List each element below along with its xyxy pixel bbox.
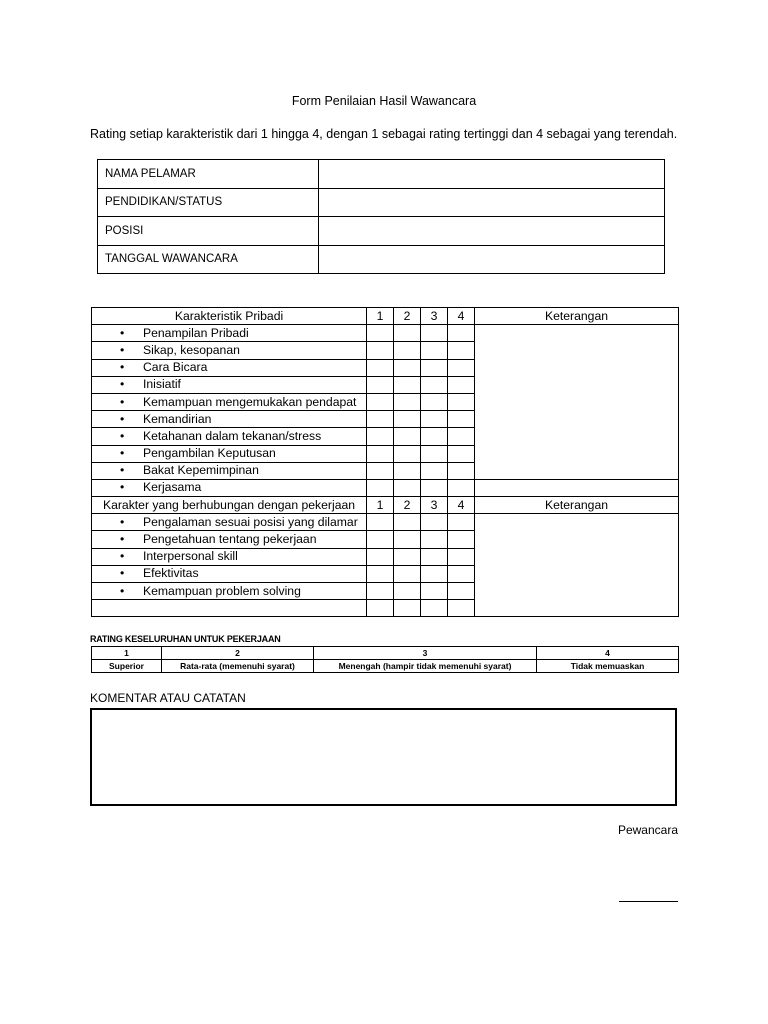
score-cell[interactable] — [448, 325, 475, 342]
score-cell[interactable] — [448, 393, 475, 410]
score-cell[interactable] — [394, 342, 421, 359]
score-cell[interactable] — [394, 479, 421, 496]
score-cell[interactable] — [421, 359, 448, 376]
rating-label: Rata-rata (memenuhi syarat) — [162, 660, 314, 673]
overall-rating-table — [91, 646, 679, 673]
characteristic-item: • Kemampuan mengemukakan pendapat — [92, 393, 367, 410]
section-heading: Karakteristik Pribadi — [92, 308, 367, 325]
score-cell[interactable] — [394, 565, 421, 582]
applicant-field-value[interactable] — [319, 188, 665, 217]
score-cell[interactable] — [367, 514, 394, 531]
score-cell[interactable] — [367, 445, 394, 462]
characteristic-item: • Pengambilan Keputusan — [92, 445, 367, 462]
score-cell[interactable] — [394, 428, 421, 445]
score-cell[interactable] — [367, 376, 394, 393]
rating-instruction: Rating setiap karakteristik dari 1 hingga 4, dengan 1 sebagai rating tertinggi dan 4 sebagai yang terendah. — [90, 127, 678, 141]
score-cell[interactable] — [394, 583, 421, 600]
notes-heading: Keterangan — [475, 497, 679, 514]
characteristic-item: • Efektivitas — [92, 565, 367, 582]
score-header: 1 — [367, 308, 394, 325]
score-cell[interactable] — [421, 393, 448, 410]
characteristic-item: • Ketahanan dalam tekanan/stress — [92, 428, 367, 445]
characteristic-item: • Kerjasama — [92, 479, 367, 496]
score-cell[interactable] — [448, 376, 475, 393]
overall-rating-heading: RATING KESELURUHAN UNTUK PEKERJAAN — [90, 634, 281, 644]
characteristic-item: • Kemandirian — [92, 411, 367, 428]
score-cell[interactable] — [421, 583, 448, 600]
score-cell[interactable] — [421, 428, 448, 445]
signature-line — [619, 901, 678, 902]
score-cell[interactable] — [394, 411, 421, 428]
applicant-field-value[interactable] — [319, 217, 665, 246]
score-header: 2 — [394, 308, 421, 325]
score-cell[interactable] — [448, 479, 475, 496]
table-row — [92, 479, 679, 496]
score-cell[interactable] — [448, 359, 475, 376]
score-cell[interactable] — [421, 325, 448, 342]
score-cell[interactable] — [421, 600, 448, 617]
score-header: 3 — [421, 308, 448, 325]
section-header-row — [92, 497, 679, 514]
empty-item-cell — [92, 600, 367, 617]
rating-number: 3 — [314, 647, 537, 660]
table-row — [92, 325, 679, 342]
score-cell[interactable] — [448, 600, 475, 617]
notes-cell[interactable] — [475, 479, 679, 496]
score-cell[interactable] — [394, 462, 421, 479]
characteristic-item: • Bakat Kepemimpinan — [92, 462, 367, 479]
table-row — [92, 514, 679, 531]
rating-number: 1 — [92, 647, 162, 660]
score-cell[interactable] — [394, 393, 421, 410]
rating-label: Superior — [92, 660, 162, 673]
document-title: Form Penilaian Hasil Wawancara — [291, 94, 477, 108]
score-header: 4 — [448, 308, 475, 325]
score-cell[interactable] — [367, 548, 394, 565]
characteristic-item: • Pengalaman sesuai posisi yang dilamar — [92, 514, 367, 531]
score-cell[interactable] — [421, 342, 448, 359]
rating-label: Tidak memuaskan — [537, 660, 679, 673]
rating-number-row — [92, 647, 679, 660]
characteristic-item: • Inisiatif — [92, 376, 367, 393]
applicant-field-label: POSISI — [98, 217, 319, 246]
score-cell[interactable] — [448, 462, 475, 479]
applicant-row — [98, 160, 665, 189]
score-cell[interactable] — [421, 411, 448, 428]
characteristic-item: • Cara Bicara — [92, 359, 367, 376]
score-cell[interactable] — [421, 445, 448, 462]
score-cell[interactable] — [367, 565, 394, 582]
section-heading: Karakter yang berhubungan dengan pekerjaan — [92, 497, 367, 514]
applicant-row — [98, 217, 665, 246]
score-cell[interactable] — [394, 531, 421, 548]
rating-label: Menengah (hampir tidak memenuhi syarat) — [314, 660, 537, 673]
interviewer-label: Pewancara — [617, 823, 678, 837]
score-cell[interactable] — [367, 342, 394, 359]
score-cell[interactable] — [367, 479, 394, 496]
score-cell[interactable] — [448, 428, 475, 445]
score-cell[interactable] — [448, 583, 475, 600]
notes-cell[interactable] — [475, 325, 679, 480]
score-cell[interactable] — [394, 325, 421, 342]
score-cell[interactable] — [394, 514, 421, 531]
score-header: 1 — [367, 497, 394, 514]
score-header: 2 — [394, 497, 421, 514]
applicant-field-value[interactable] — [319, 245, 665, 274]
applicant-row — [98, 188, 665, 217]
section-header-row — [92, 308, 679, 325]
applicant-field-label: TANGGAL WAWANCARA — [98, 245, 319, 274]
score-cell[interactable] — [394, 445, 421, 462]
comments-box[interactable] — [90, 708, 677, 806]
score-cell[interactable] — [394, 600, 421, 617]
score-cell[interactable] — [421, 548, 448, 565]
score-cell[interactable] — [421, 376, 448, 393]
rating-label-row — [92, 660, 679, 673]
score-cell[interactable] — [394, 359, 421, 376]
score-cell[interactable] — [367, 411, 394, 428]
score-cell[interactable] — [367, 583, 394, 600]
score-cell[interactable] — [448, 445, 475, 462]
score-cell[interactable] — [367, 428, 394, 445]
applicant-field-label: NAMA PELAMAR — [98, 160, 319, 189]
score-cell[interactable] — [448, 342, 475, 359]
score-cell[interactable] — [367, 359, 394, 376]
score-cell[interactable] — [448, 531, 475, 548]
score-cell[interactable] — [367, 600, 394, 617]
characteristic-item: • Penampilan Pribadi — [92, 325, 367, 342]
score-cell[interactable] — [367, 393, 394, 410]
score-cell[interactable] — [448, 565, 475, 582]
score-cell[interactable] — [394, 548, 421, 565]
characteristic-item: • Interpersonal skill — [92, 548, 367, 565]
notes-heading: Keterangan — [475, 308, 679, 325]
score-cell[interactable] — [421, 514, 448, 531]
characteristic-item: • Pengetahuan tentang pekerjaan — [92, 531, 367, 548]
score-cell[interactable] — [448, 548, 475, 565]
score-cell[interactable] — [421, 462, 448, 479]
score-cell[interactable] — [394, 376, 421, 393]
score-cell[interactable] — [367, 531, 394, 548]
score-cell[interactable] — [367, 462, 394, 479]
characteristic-item: • Kemampuan problem solving — [92, 583, 367, 600]
comments-heading: KOMENTAR ATAU CATATAN — [90, 691, 246, 705]
applicant-row — [98, 245, 665, 274]
score-header: 3 — [421, 497, 448, 514]
score-cell[interactable] — [421, 565, 448, 582]
characteristic-item: • Sikap, kesopanan — [92, 342, 367, 359]
rating-number: 2 — [162, 647, 314, 660]
rating-number: 4 — [537, 647, 679, 660]
score-header: 4 — [448, 497, 475, 514]
score-cell[interactable] — [367, 325, 394, 342]
notes-cell[interactable] — [475, 514, 679, 617]
characteristics-table — [91, 307, 679, 617]
applicant-field-value[interactable] — [319, 160, 665, 189]
applicant-info-table — [97, 159, 665, 274]
applicant-field-label: PENDIDIKAN/STATUS — [98, 188, 319, 217]
score-cell[interactable] — [421, 531, 448, 548]
score-cell[interactable] — [448, 514, 475, 531]
score-cell[interactable] — [448, 411, 475, 428]
score-cell[interactable] — [421, 479, 448, 496]
